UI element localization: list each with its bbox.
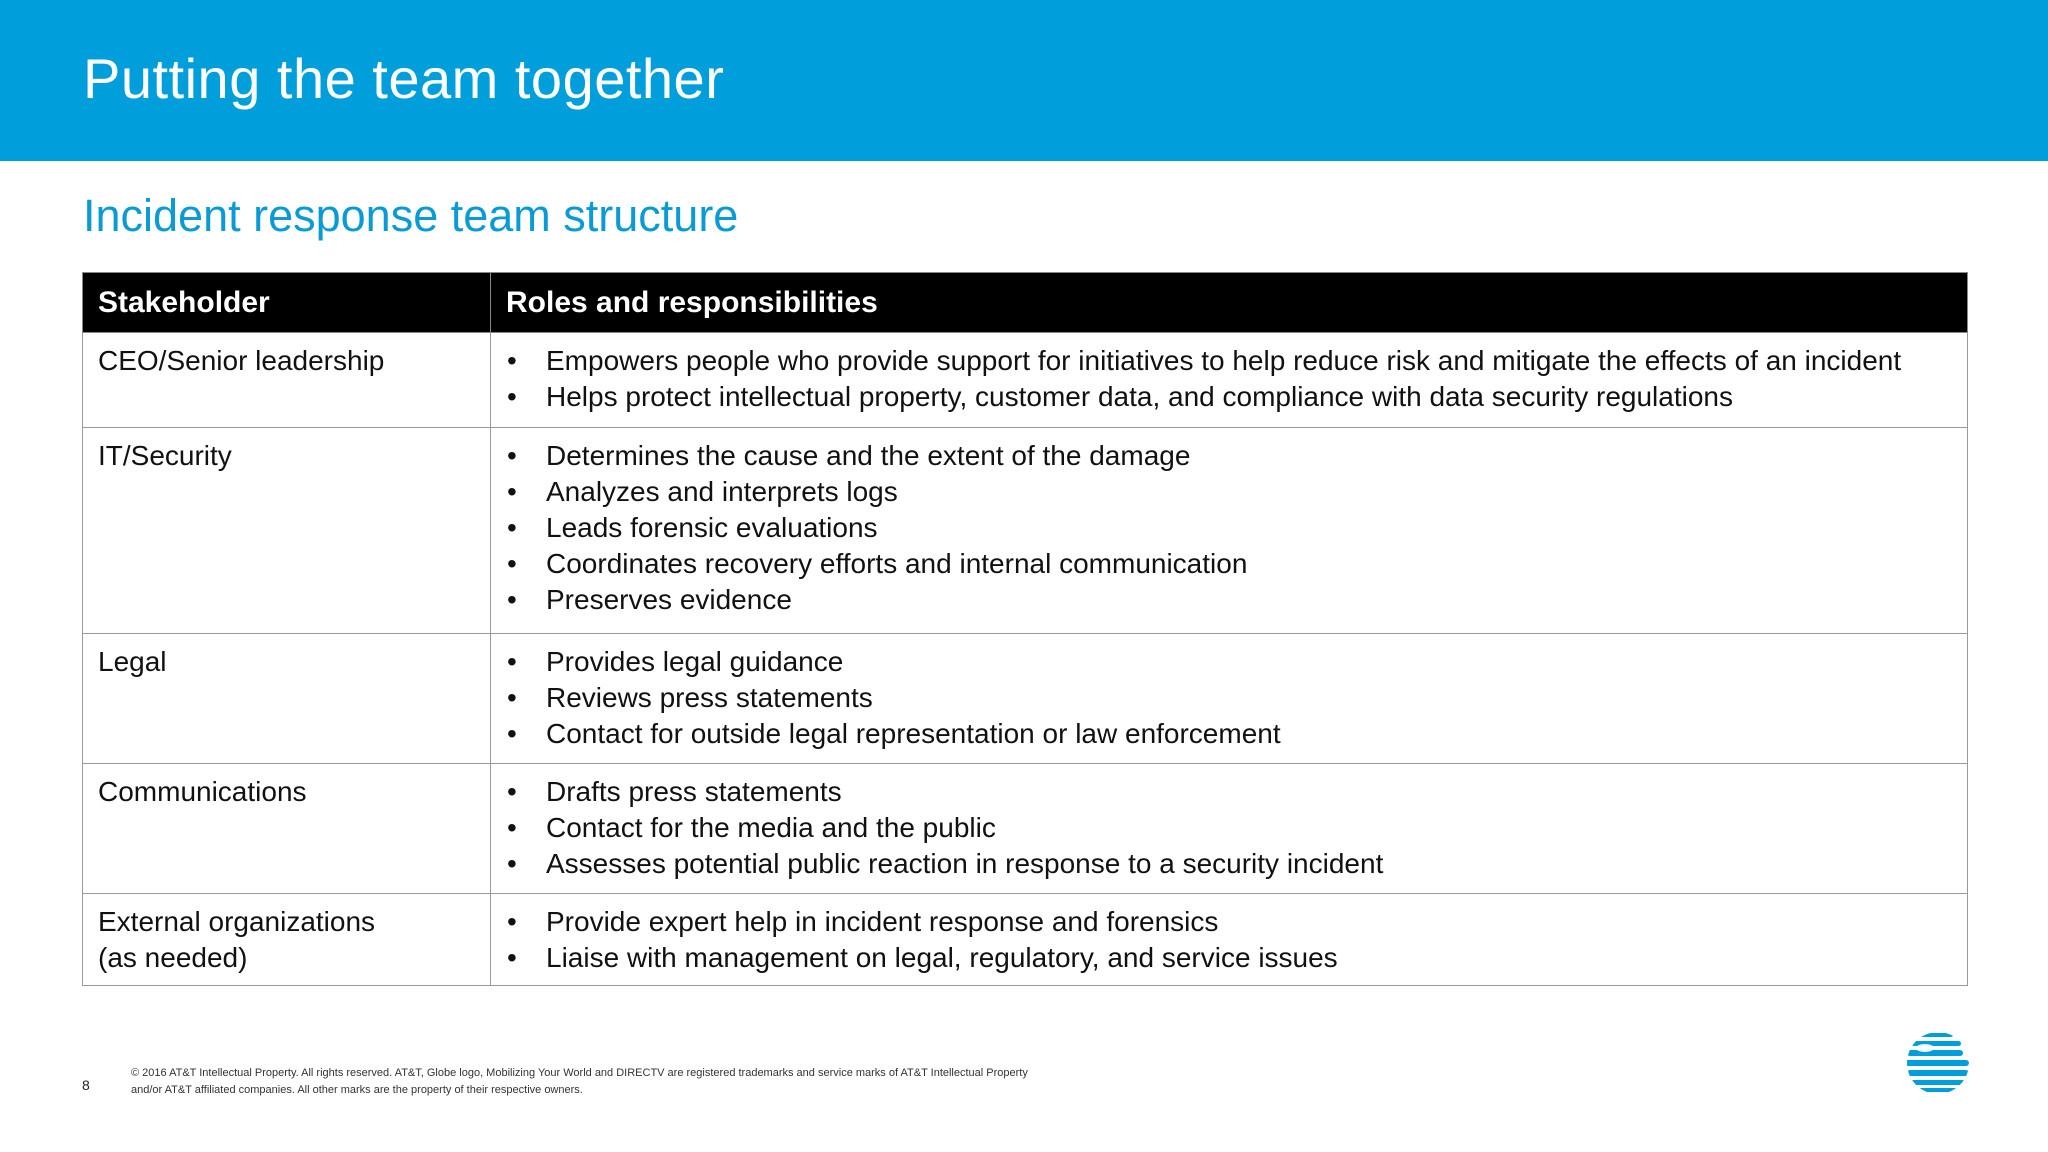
list-item [507, 774, 1957, 810]
column-header-roles: Roles and responsibilities [491, 273, 1968, 333]
list-item [507, 810, 1957, 846]
responsibilities-cell [491, 634, 1968, 764]
responsibility-text: Liaise with management on legal, regulatory, and service issues [546, 942, 1338, 973]
list-item [507, 680, 1957, 716]
stakeholder-line: (as needed) [98, 942, 248, 973]
bullet-icon: • [507, 440, 517, 471]
list-item [507, 716, 1957, 752]
list-item [507, 379, 1957, 415]
responsibility-text: Provide expert help in incident response and forensics [546, 906, 1219, 937]
responsibility-text: Determines the cause and the extent of the damage [546, 440, 1191, 471]
bullet-icon: • [507, 776, 517, 807]
table-row [83, 634, 1968, 764]
header-band [0, 0, 2048, 161]
responsibility-text: Empowers people who provide support for initiatives to help reduce risk and mitigate the effects of an incident [546, 345, 1902, 376]
legal-notice [131, 1065, 1028, 1099]
responsibility-list [507, 774, 1957, 882]
bullet-icon: • [507, 906, 517, 937]
stakeholder-line: External organizations [98, 906, 376, 937]
roles-table [82, 272, 1968, 986]
table-header-row [83, 273, 1968, 333]
table-row [83, 764, 1968, 894]
list-item [507, 904, 1957, 940]
responsibility-text: Contact for outside legal representation or law enforcement [546, 718, 1281, 749]
column-header-stakeholder: Stakeholder [83, 273, 491, 333]
list-item [507, 546, 1957, 582]
att-globe-icon [1905, 1030, 1971, 1096]
responsibility-list [507, 343, 1957, 415]
responsibilities-cell [491, 428, 1968, 634]
responsibility-text: Preserves evidence [546, 584, 792, 615]
legal-line: and/or AT&T affiliated companies. All other marks are the property of their respective owners. [131, 1084, 583, 1096]
bullet-icon: • [507, 584, 517, 615]
table-row [83, 894, 1968, 986]
list-item [507, 644, 1957, 680]
bullet-icon: • [507, 812, 517, 843]
responsibility-text: Leads forensic evaluations [546, 512, 878, 543]
responsibility-text: Provides legal guidance [546, 646, 844, 677]
stakeholder-cell: IT/Security [83, 428, 491, 634]
stakeholder-cell: Legal [83, 634, 491, 764]
list-item [507, 343, 1957, 379]
list-item [507, 846, 1957, 882]
stakeholder-cell: CEO/Senior leadership [83, 333, 491, 428]
bullet-icon: • [507, 345, 517, 376]
section-subtitle: Incident response team structure [83, 190, 739, 241]
bullet-icon: • [507, 381, 517, 412]
responsibility-list [507, 644, 1957, 752]
responsibilities-cell [491, 333, 1968, 428]
responsibility-text: Assesses potential public reaction in response to a security incident [546, 848, 1384, 879]
slide-title: Putting the team together [83, 47, 725, 110]
page-number: 8 [82, 1077, 90, 1093]
bullet-icon: • [507, 682, 517, 713]
bullet-icon: • [507, 718, 517, 749]
list-item [507, 510, 1957, 546]
bullet-icon: • [507, 646, 517, 677]
responsibility-list [507, 904, 1957, 976]
bullet-icon: • [507, 512, 517, 543]
responsibilities-cell [491, 764, 1968, 894]
responsibilities-cell [491, 894, 1968, 986]
list-item [507, 582, 1957, 618]
responsibility-list [507, 438, 1957, 618]
list-item [507, 438, 1957, 474]
bullet-icon: • [507, 942, 517, 973]
list-item [507, 474, 1957, 510]
bullet-icon: • [507, 848, 517, 879]
table-row [83, 428, 1968, 634]
responsibility-text: Contact for the media and the public [546, 812, 996, 843]
stakeholder-cell [83, 894, 491, 986]
responsibility-text: Analyzes and interprets logs [546, 476, 898, 507]
responsibility-text: Reviews press statements [546, 682, 873, 713]
bullet-icon: • [507, 548, 517, 579]
responsibility-text: Coordinates recovery efforts and internal communication [546, 548, 1248, 579]
bullet-icon: • [507, 476, 517, 507]
table-row [83, 333, 1968, 428]
legal-line: © 2016 AT&T Intellectual Property. All rights reserved. AT&T, Globe logo, Mobilizing Your World and DIRECTV are registered trademarks and service marks of AT&T Intellectual Property [131, 1067, 1028, 1079]
list-item [507, 940, 1957, 976]
stakeholder-cell: Communications [83, 764, 491, 894]
responsibility-text: Drafts press statements [546, 776, 842, 807]
responsibility-text: Helps protect intellectual property, customer data, and compliance with data security regulations [546, 381, 1733, 412]
